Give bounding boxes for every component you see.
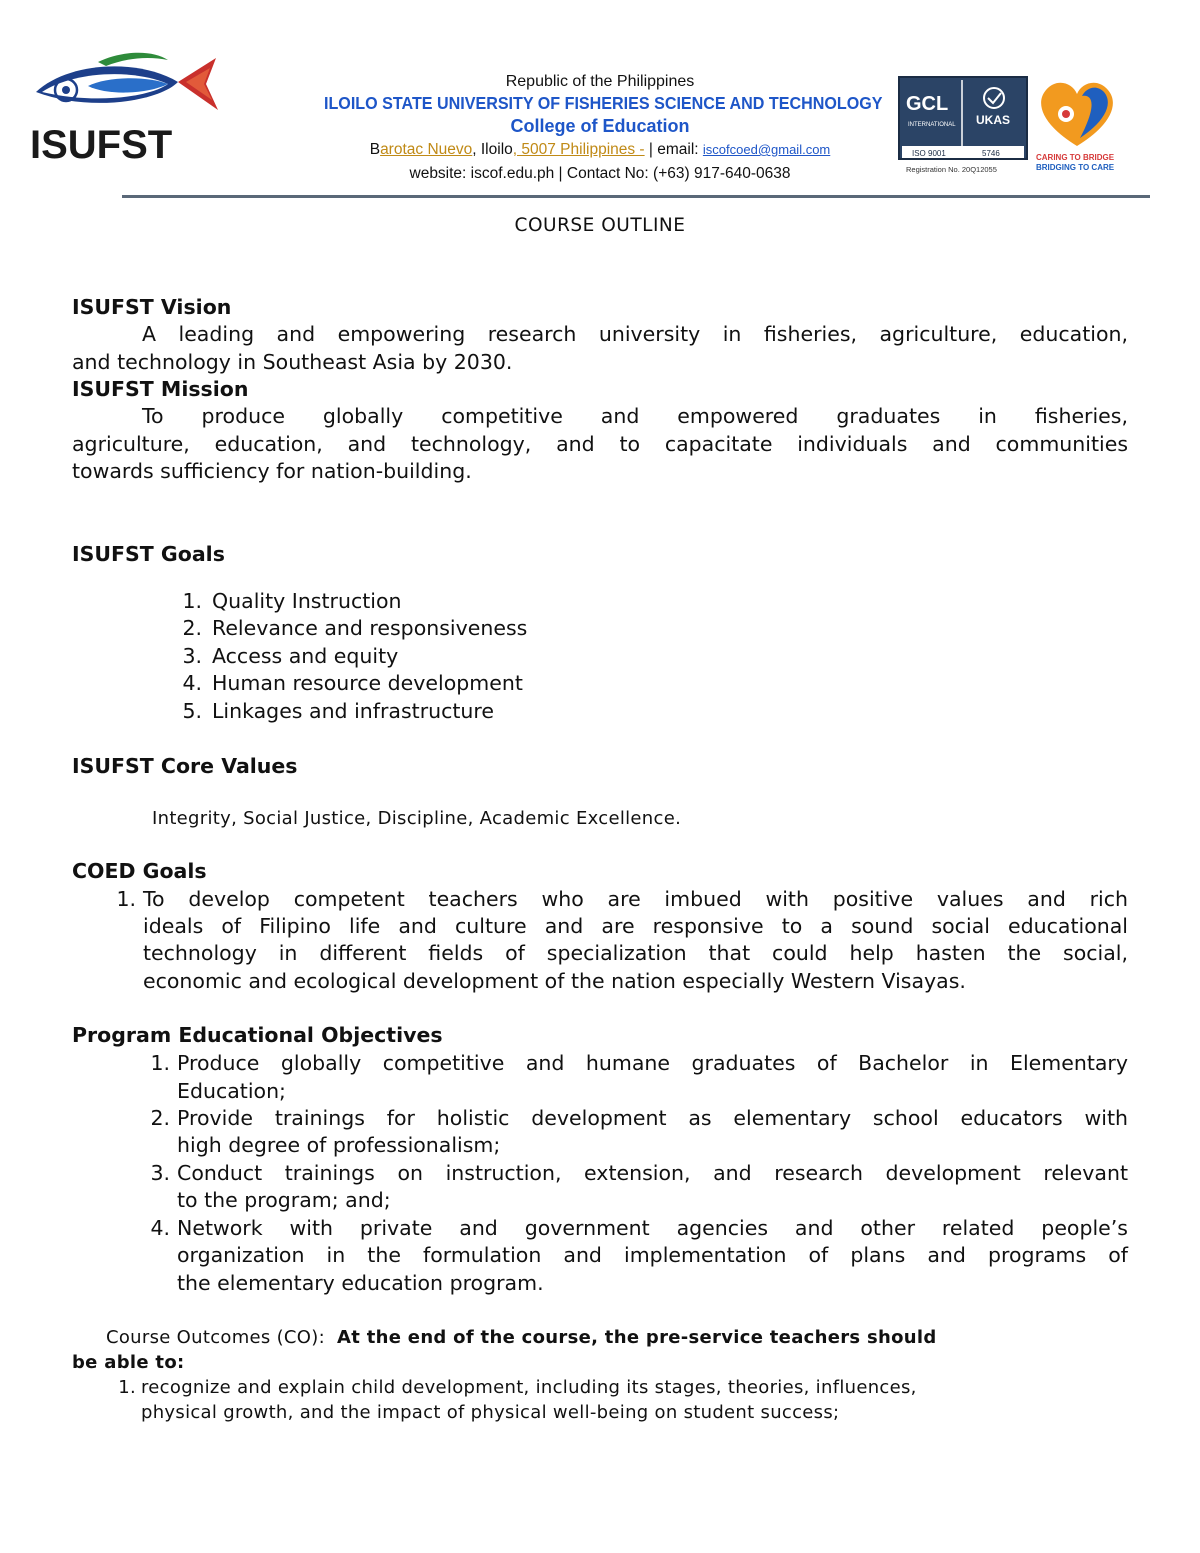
coed-goal-line: To develop competent teachers who are imbued with positive values and rich	[143, 887, 1128, 911]
course-outcomes-intro-line2: be able to:	[72, 1352, 185, 1373]
peo-line: Network with private and government agencies and other related people’s	[177, 1216, 1128, 1240]
registration-number: Registration No. 20Q12055	[906, 165, 997, 174]
course-outcome-line: recognize and explain child development, including its stages, theories, influences,	[141, 1377, 917, 1398]
vision-text-line2: and technology in Southeast Asia by 2030.	[72, 350, 513, 374]
address-line	[300, 138, 900, 162]
mission-text-line1: To produce globally competitive and empowered graduates in fisheries,	[142, 404, 1128, 428]
website-contact-line: website: iscof.edu.ph | Contact No: (+63) 917-640-0638	[409, 165, 791, 182]
goal-item: Linkages and infrastructure	[212, 699, 495, 723]
goal-number: 2.	[182, 616, 202, 640]
cert-number: 5746	[982, 149, 1000, 158]
peo-line: Education;	[177, 1079, 286, 1103]
mission-text-line2: agriculture, education, and technology, and to capacitate individuals and communities	[72, 432, 1128, 456]
peo-line: Provide trainings for holistic development as elementary school educators with	[177, 1106, 1128, 1130]
coed-goal-line: economic and ecological development of the nation especially Western Visayas.	[143, 969, 966, 993]
address-initial: B	[369, 141, 381, 158]
peo-number: 4.	[150, 1216, 170, 1240]
course-outcomes-label: Course Outcomes (CO):	[106, 1327, 325, 1348]
core-values-heading: ISUFST Core Values	[72, 754, 298, 778]
heart-tagline-1: CARING TO BRIDGE	[1036, 153, 1115, 162]
email-link[interactable]: iscofcoed@gmail.com	[702, 142, 831, 157]
coed-goal-number: 1.	[116, 887, 136, 911]
coed-goal-line: technology in different fields of specialization that could help hasten the social,	[143, 941, 1128, 965]
peo-line: organization in the formulation and implementation of plans and programs of	[177, 1243, 1128, 1267]
vision-heading: ISUFST Vision	[72, 295, 232, 319]
goal-item: Access and equity	[212, 644, 399, 668]
address-town[interactable]: arotac Nuevo	[380, 141, 473, 158]
address-city: , Iloilo	[472, 141, 513, 158]
ukas-mark: UKAS	[976, 113, 1011, 127]
address-zip[interactable]: , 5007 Philippines -	[512, 141, 645, 158]
email-label: | email:	[644, 141, 703, 158]
course-outcome-line: physical growth, and the impact of physical well-being on student success;	[141, 1402, 840, 1423]
gcl-mark: GCL	[906, 93, 949, 115]
college-name: College of Education	[510, 116, 690, 136]
peo-number: 1.	[150, 1051, 170, 1075]
peo-line: Conduct trainings on instruction, extension, and research development relevant	[177, 1161, 1128, 1185]
goals-heading: ISUFST Goals	[72, 542, 225, 566]
coed-goals-heading: COED Goals	[72, 859, 207, 883]
peo-heading: Program Educational Objectives	[72, 1023, 443, 1047]
goal-item: Human resource development	[212, 671, 523, 695]
letterhead	[300, 72, 900, 186]
vision-text-line1: A leading and empowering research university in fisheries, agriculture, education,	[142, 322, 1128, 346]
peo-number: 3.	[150, 1161, 170, 1185]
university-name: ILOILO STATE UNIVERSITY OF FISHERIES SCIENCE AND TECHNOLOGY	[324, 93, 883, 113]
header-divider	[122, 195, 1150, 198]
goal-number: 1.	[182, 589, 202, 613]
goal-number: 5.	[182, 699, 202, 723]
heart-tagline-2: BRIDGING TO CARE	[1036, 163, 1115, 172]
goal-item: Relevance and responsiveness	[212, 616, 528, 640]
isufst-logo	[28, 50, 224, 165]
document-title: COURSE OUTLINE	[514, 215, 686, 236]
goal-number: 3.	[182, 644, 202, 668]
mission-text-line3: towards sufficiency for nation-building.	[72, 459, 472, 483]
gcl-ukas-certification-badge	[898, 76, 1028, 174]
course-outcomes-intro-text: At the end of the course, the pre-service teachers should	[337, 1327, 937, 1348]
peo-number: 2.	[150, 1106, 170, 1130]
goal-number: 4.	[182, 671, 202, 695]
caring-heart-logo	[1034, 74, 1120, 174]
goal-item: Quality Instruction	[212, 589, 402, 613]
peo-line: to the program; and;	[177, 1188, 391, 1212]
peo-line: Produce globally competitive and humane graduates of Bachelor in Elementary	[177, 1051, 1128, 1075]
mission-heading: ISUFST Mission	[72, 377, 249, 401]
course-outcomes-intro	[106, 1325, 1100, 1350]
course-outcome-number: 1.	[118, 1377, 136, 1398]
core-values-text: Integrity, Social Justice, Discipline, Academic Excellence.	[152, 808, 682, 829]
iso-label: ISO 9001	[912, 149, 946, 158]
peo-line: the elementary education program.	[177, 1271, 544, 1295]
coed-goal-line: ideals of Filipino life and culture and are responsive to a sound social educational	[143, 914, 1128, 938]
peo-line: high degree of professionalism;	[177, 1133, 501, 1157]
republic-label: Republic of the Philippines	[505, 73, 695, 90]
gcl-sub: INTERNATIONAL	[908, 122, 956, 128]
isufst-logo-text: ISUFST	[30, 123, 173, 165]
